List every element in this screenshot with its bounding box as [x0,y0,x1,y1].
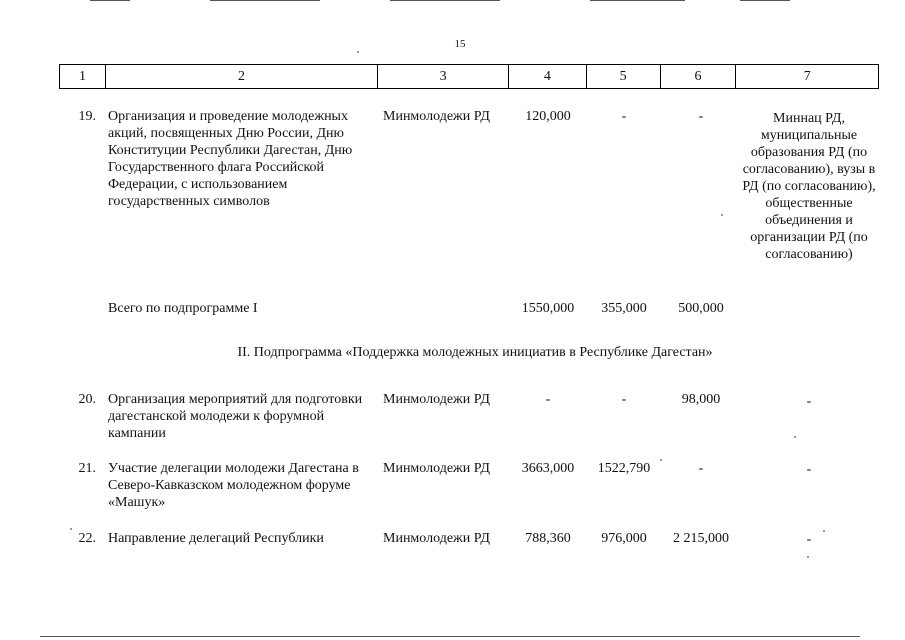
event-name: Участие делегации молодежи Дагестана в Северо-Кавказском молодежном форуме «Машук» [108,461,359,510]
header-cell-4: 4 [509,65,587,88]
value-col-5: - [621,109,627,124]
participants: - [806,532,812,547]
executor: Минмолодежи РД [383,109,490,124]
scan-speck [721,214,723,216]
scan-line-top [740,0,790,1]
value-col-5: 976,000 [601,531,647,546]
value-col-4: 3663,000 [521,461,575,476]
participants: - [806,462,812,477]
value-col-6: - [698,461,704,476]
value-col-4: 788,360 [525,531,571,546]
header-cell-1: 1 [60,65,106,88]
row-number: 19. [78,109,96,124]
value-col-5: - [621,392,627,407]
scan-speck [807,556,809,558]
total-label: Всего по подпрограмме I [108,301,258,316]
total-col-4: 1550,000 [521,301,575,316]
scan-speck [823,530,825,532]
scan-line-top [390,0,500,1]
participants: Миннац РД, муниципальные образования РД (по согласованию), вузы в РД (по согласованию), общественные объединения и организации РД (по согласованию) [742,111,876,262]
header-cell-3: 3 [378,65,509,88]
executor: Минмолодежи РД [383,461,490,476]
scan-speck [660,459,662,461]
scan-speck [794,436,796,438]
total-col-6: 500,000 [678,301,724,316]
value-col-4: - [545,392,551,407]
scan-line-bottom [40,636,860,637]
page-number: 15 [454,38,466,50]
event-name: Организация мероприятий для подготовки дагестанской молодежи к форумной кампании [108,392,363,441]
scan-speck [70,528,72,530]
row-number: 21. [78,461,96,476]
scan-line-top [90,0,130,1]
section-heading: II. Подпрограмма «Поддержка молодежных инициатив в Республике Дагестан» [237,345,713,360]
event-name: Направление делегаций Республики [108,531,324,546]
participants: - [806,394,812,409]
scan-speck [357,51,359,53]
row-number: 20. [78,392,96,407]
header-cell-2: 2 [106,65,378,88]
event-name: Организация и проведение молодежных акций, посвященных Дню России, Дню Конституции Республики Дагестан, Дню Государственного флага Российской Федерации, с использованием государственных символов [108,109,353,209]
value-col-5: 1522,790 [597,461,651,476]
table-header-row [59,64,879,89]
scan-line-top [590,0,685,1]
value-col-4: 120,000 [525,109,571,124]
scan-line-top [210,0,320,1]
row-number: 22. [78,531,96,546]
header-cell-6: 6 [661,65,737,88]
header-cell-5: 5 [587,65,661,88]
executor: Минмолодежи РД [383,531,490,546]
value-col-6: - [698,109,704,124]
value-col-6: 98,000 [681,392,721,407]
total-col-5: 355,000 [601,301,647,316]
header-cell-7: 7 [803,69,811,84]
value-col-6: 2 215,000 [673,531,729,546]
executor: Минмолодежи РД [383,392,490,407]
